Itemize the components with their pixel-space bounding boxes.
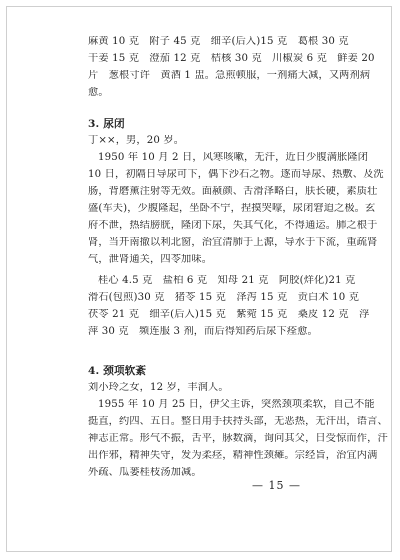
section-heading-urine-retention: 3. 尿闭 [88, 118, 125, 130]
case4-line-2: 1955 年 10 月 25 日，伊父主诉，突然颈项柔软，自己不能 [98, 399, 375, 410]
case4-line-5: 出作邪，精神失守，发为柔痉，精神性颈瘫。宗经旨，治宜内满 [88, 450, 378, 461]
case3-line-7: 肾，当开南撤以利北窗，治宜清肺于上源，导水于下流，重疏肾 [88, 237, 378, 248]
case4-line-6: 外疏、瓜蒌桂枝汤加减。 [88, 467, 202, 478]
section-heading-neck-softness: 4. 颈项软紊 [88, 365, 147, 377]
case4-line-1: 刘小玲之女，12 岁，丰润人。 [88, 382, 229, 393]
case3-rx-line-4: 萍 30 克 频连服 3 剂，而后得知药后尿下痊愈。 [88, 326, 318, 337]
case3-rx-line-1: 桂心 4.5 克 盐柏 6 克 知母 21 克 阿胶(烊化)21 克 [98, 275, 356, 286]
case3-line-3: 10 日，初隔日导尿可下，偶下沙石之物。逐而导尿、热敷、及洗 [88, 169, 384, 180]
intro-line-2: 干姜 15 克 澄茄 12 克 桔核 30 克 川椒炭 6 克 鲜姜 20 [88, 53, 375, 64]
case3-line-8: 气，泄肾通关，四苓加味。 [88, 254, 213, 265]
case3-rx-line-2: 滑石(包煎)30 克 猪苓 15 克 泽泻 15 克 贡白术 10 克 [88, 292, 360, 303]
case3-line-1: 丁××，男，20 岁。 [88, 135, 185, 146]
intro-line-3: 片 葱根寸许 黄酒 1 盅。急煎顿服，一剂痛大减，又两剂病 [88, 70, 371, 81]
case4-line-3: 挺直，约四、五日。整日用手扶持头部，无恶热，无汗出，语言、 [88, 416, 388, 427]
case3-line-6: 府不泄，热结膀胱，隆闭下尿，失其气化，不得通运。肺之根于 [88, 220, 378, 231]
page-number: — 15 — [252, 480, 301, 492]
case3-line-2: 1950 年 10 月 2 日，风寒咳嗽，无汗，近日少腹满胀隆闭 [98, 152, 369, 163]
case3-line-4: 肠，背磨薰注射等无效。面赪颜、舌滑泽略白，肤长硬，素质壮 [88, 186, 378, 197]
intro-line-4: 愈。 [88, 87, 109, 98]
case4-line-4: 神志正常。形气不振，舌平，脉数滴，询问其父，日受惊而作，汗 [88, 433, 388, 444]
intro-line-1: 麻黄 10 克 附子 45 克 细辛(后入)15 克 葛根 30 克 [88, 36, 349, 47]
case3-line-5: 盛(车夫)，少腹隆起，坐卧不宁，捏摸哭嚎，尿闭窘迫之极。玄 [88, 203, 376, 214]
case3-rx-line-3: 茯苓 21 克 细辛(后入)15 克 紫菀 15 克 桑皮 12 克 浮 [88, 309, 370, 320]
